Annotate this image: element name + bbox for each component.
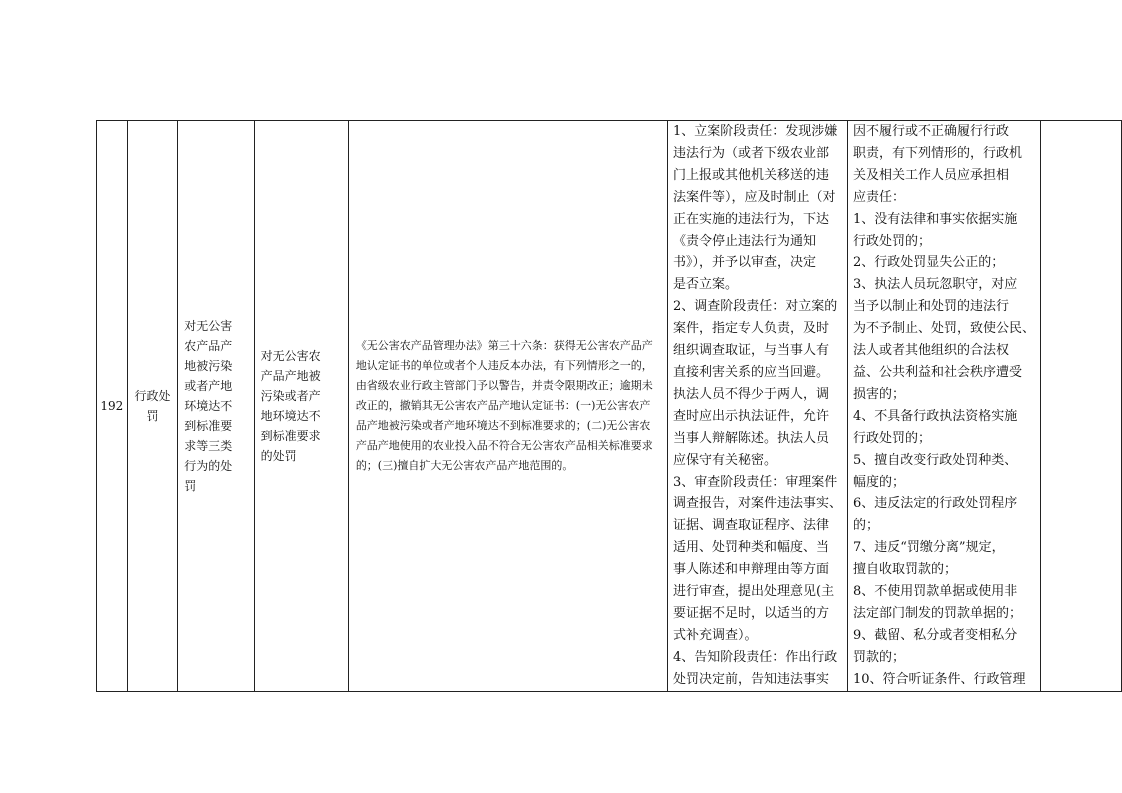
responsibility-items [668,121,848,692]
accountability-line: 法定部门制发的罚款单据的； [853,605,1023,621]
responsibility-line: 4、告知阶段责任：作出行政 [673,649,838,665]
responsibility-line: 违法行为（或者下级农业部 [673,145,830,161]
responsibility-line: 正在实施的违法行为，下达 [673,211,830,227]
responsibility-line: 执法人员不得少于两人，调 [673,386,830,402]
responsibility-table [96,120,1122,692]
item-line: 或者产地 [184,378,233,393]
table-row [97,121,1122,692]
responsibility-line: 证据、调查取证程序、法律 [673,518,830,534]
accountability-line: 8、不使用罚款单据或使用非 [853,584,1018,600]
item-line: 求等三类 [184,438,233,453]
accountability-line: 行政处罚的； [853,430,932,446]
responsibility-line: 进行审查，提出处理意见(主 [673,584,835,600]
accountability-line: 应责任： [853,189,906,205]
item-line: 对无公害 [184,318,233,333]
category-line: 罚 [146,408,159,423]
sub-item-line: 对无公害农 [260,348,321,363]
item-line: 地被污染 [184,358,233,373]
accountability-line: 7、违反“罚缴分离”规定， [853,540,1005,556]
responsibility-line: 当事人辩解陈述。执法人员 [673,430,830,446]
responsibility-line: 适用、处罚种类和幅度、当 [673,540,830,556]
accountability-line: 2、行政处罚显失公正的； [853,255,1005,271]
power-category [127,121,177,692]
item-line: 农产品产 [184,338,233,353]
accountability-line: 法人或者其他组织的合法权 [853,343,1010,359]
accountability-line: 因不履行或不正确履行行政 [853,124,1010,139]
responsibility-line: 处罚决定前，告知违法事实 [673,671,830,687]
responsibility-line: 查时应出示执法证件，允许 [673,408,830,424]
responsibility-line: 门上报或其他机关移送的违 [673,167,830,183]
responsibility-line: 《责令停止违法行为通知 [673,233,817,249]
responsibility-line: 2、调查阶段责任：对立案的 [673,299,838,315]
item-line: 到标准要 [184,418,233,433]
legal-basis [348,121,667,692]
sub-item-line: 到标准要求 [260,428,321,443]
accountability-line: 的； [853,518,880,534]
remarks-cell [1041,121,1122,692]
power-item-name [178,121,254,692]
accountability-line: 关及相关工作人员应承担相 [853,167,1010,183]
responsibility-line: 式补充调查）。 [673,627,758,643]
category-line: 行政处 [134,388,171,403]
responsibility-line: 案件，指定专人负责，及时 [673,321,830,337]
accountability-line: 行政处罚的； [853,233,932,249]
responsibility-line: 1、立案阶段责任：发现涉嫌 [673,124,838,139]
responsibility-line: 应保守有关秘密。 [673,452,778,468]
responsibility-line: 是否立案。 [673,277,739,293]
row-number: 192 [97,121,128,692]
accountability-line: 罚款的； [853,649,906,665]
accountability-line: 损害的； [853,386,906,402]
accountability-line: 擅自收取罚款的； [853,562,958,578]
sub-item-line: 污染或者产 [260,388,321,403]
sub-item-line: 地环境达不 [260,408,321,423]
accountability-line: 幅度的； [853,474,906,490]
responsibility-line: 组织调查取证，与当事人有 [673,343,830,359]
accountability-line: 10、符合听证条件、行政管理 [853,671,1026,687]
responsibility-line: 要证据不足时，以适当的方 [673,605,830,621]
accountability-line: 益、公共利益和社会秩序遭受 [853,364,1023,380]
accountability-line: 当予以制止和处罚的违法行 [853,299,1010,315]
responsibility-line: 3、审查阶段责任：审理案件 [673,474,838,490]
accountability-line: 1、没有法律和事实依据实施 [853,211,1018,227]
accountability-line: 4、不具备行政执法资格实施 [853,408,1018,424]
accountability-line: 9、截留、私分或者变相私分 [853,627,1018,643]
responsibility-line: 书》），并予以审查，决定 [673,255,817,271]
accountability-items [848,121,1041,692]
sub-item-name [254,121,348,692]
legal-basis-text: 《无公害农产品管理办法》第三十六条：获得无公害农产品产地认定证书的单位或者个人违反本办法，有下列情形之一的，由省级农业行政主管部门予以警告，并责令限期改正；逾期未改正的，撤销其无公害农产品产地认定证书：(一)无公害农产品产地被污染或者产地环境达不到标准要求的；(二)无公害农产品产地使用的农业投入品不符合无公害农产品相关标准要求的；(三)擅自扩大无公害农产品产地范围的。 [355,338,653,472]
responsibility-line: 直接利害关系的应当回避。 [673,364,830,380]
responsibility-line: 法案件等），应及时制止（对 [673,189,836,205]
accountability-line: 6、违反法定的行政处罚程序 [853,496,1018,512]
responsibility-line: 调查报告，对案件违法事实、 [673,496,843,512]
responsibility-line: 事人陈述和申辩理由等方面 [673,562,830,578]
sub-item-line: 的处罚 [260,448,297,463]
accountability-line: 职责，有下列情形的，行政机 [853,145,1023,161]
item-line: 行为的处 [184,458,233,473]
sub-item-line: 产品产地被 [260,368,321,383]
item-line: 环境达不 [184,398,233,413]
accountability-line: 为不予制止、处罚，致使公民、 [853,321,1036,337]
accountability-line: 5、擅自改变行政处罚种类、 [853,452,1018,468]
item-line: 罚 [184,478,197,493]
accountability-line: 3、执法人员玩忽职守，对应 [853,277,1018,293]
